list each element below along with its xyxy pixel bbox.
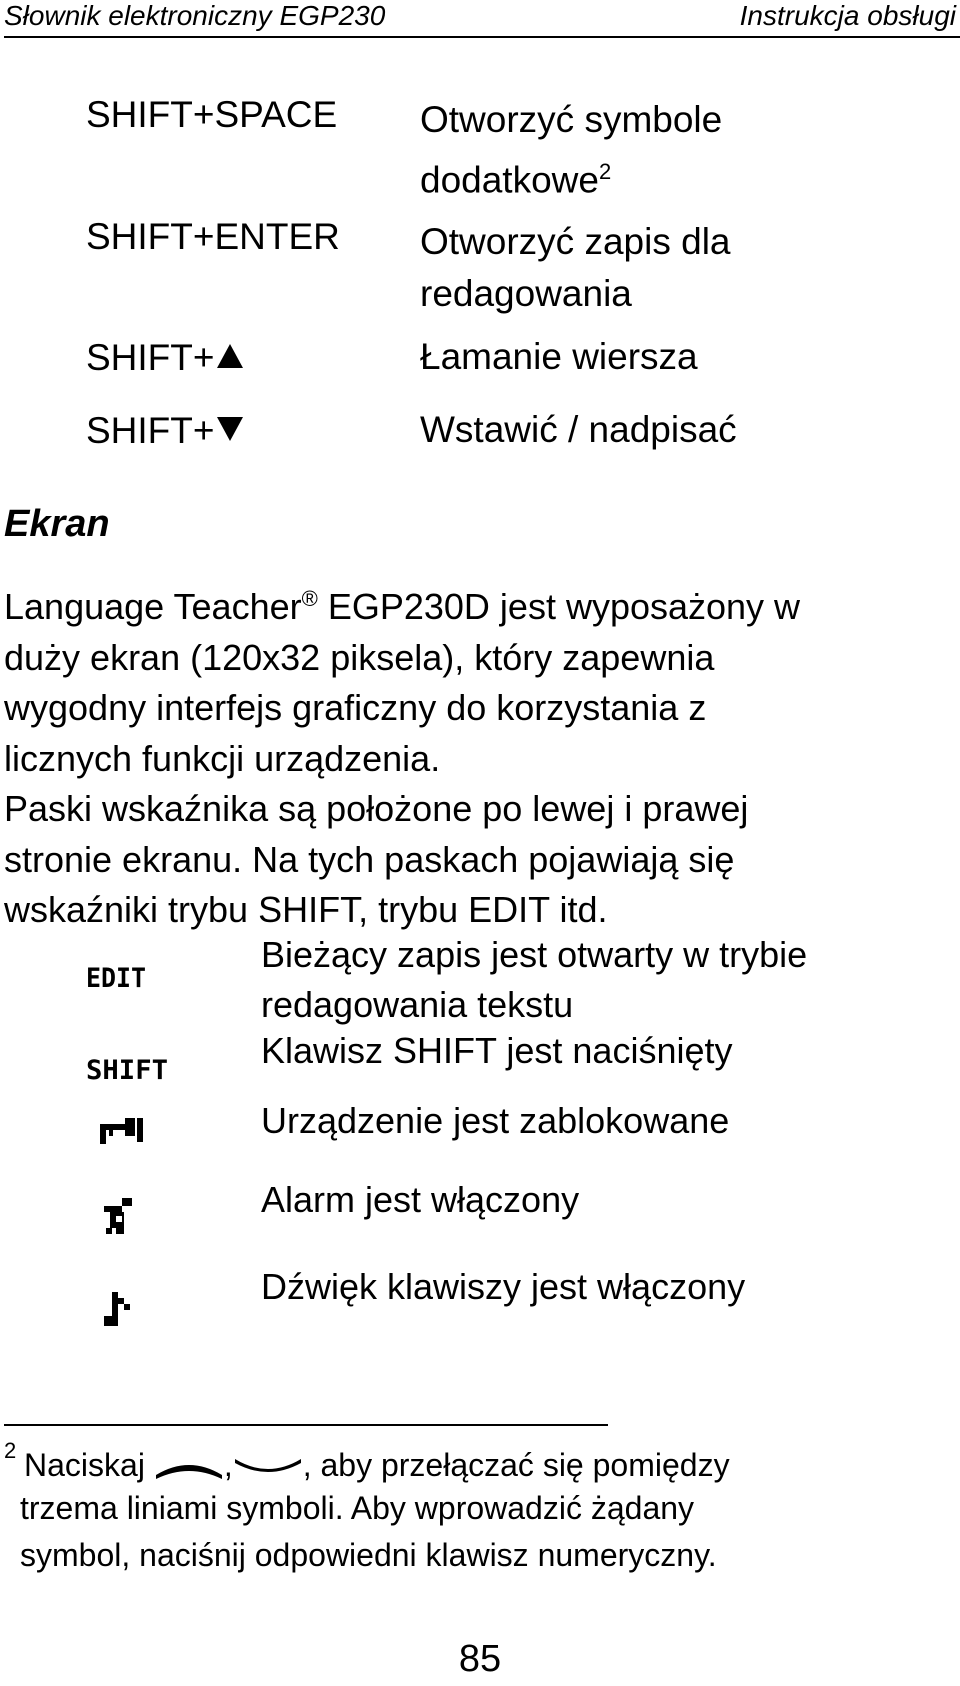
edit-indicator-text: EDIT [86, 963, 146, 990]
footnote-text: Naciskaj [24, 1447, 145, 1483]
para-line: stronie ekranu. Na tych paskach pojawiają się [4, 838, 735, 880]
shortcut-key-label: SHIFT+ [86, 337, 215, 378]
edit-indicator-icon [86, 962, 148, 990]
footnote-line: trzema liniami symboli. Aby wprowadzić żądany [20, 1490, 695, 1526]
shortcut-key-shift-up [86, 337, 243, 379]
footnote-line: symbol, naciśnij odpowiedni klawisz numeryczny. [20, 1537, 717, 1573]
shortcut-key-shift-space: SHIFT+SPACE [86, 94, 338, 135]
para-line: Language Teacher [4, 586, 302, 627]
shortcut-desc-line: Otworzyć zapis dla [420, 221, 731, 262]
para-line: wygodny interfejs graficzny do korzystania z [4, 687, 707, 728]
shift-indicator-text: SHIFT [86, 1055, 168, 1082]
para-line: wskaźniki trybu SHIFT, trybu EDIT itd. [4, 889, 608, 930]
down-arrow-icon [217, 417, 243, 441]
indicator-desc-alarm: Alarm jest włączony [261, 1179, 580, 1220]
footnote-line [24, 1447, 730, 1484]
shortcut-desc-shift-down: Wstawić / nadpisać [420, 409, 737, 450]
shift-indicator-icon [86, 1054, 170, 1082]
para-line: licznych funkcji urządzenia. [4, 737, 441, 779]
music-note-icon [86, 1290, 136, 1330]
header-title: Słownik elektroniczny EGP230 [4, 0, 386, 31]
footnote-mark: 2 [4, 1438, 17, 1463]
indicator-desc-lock: Urządzenie jest zablokowane [261, 1100, 730, 1141]
footnote-ref: 2 [598, 159, 612, 184]
page-up-key-icon [154, 1455, 224, 1481]
shortcut-desc-shift-space [420, 94, 940, 206]
shortcut-desc-line: dodatkowe [420, 159, 599, 201]
shortcut-key-label: SHIFT+ [86, 410, 215, 451]
para-line: Paski wskaźnika są położone po lewej i prawej [4, 788, 749, 829]
section-heading: Ekran [4, 503, 110, 545]
shortcut-desc-line: redagowania [420, 273, 632, 314]
screen-description [4, 574, 954, 936]
para-line: duży ekran (120x32 piksela), który zapewnia [4, 636, 715, 678]
header-rule [4, 36, 960, 38]
indicator-desc-edit [261, 930, 941, 1030]
page-down-key-icon [233, 1455, 303, 1481]
shortcut-desc-shift-up: Łamanie wiersza [420, 336, 698, 377]
indicator-desc-line: redagowania tekstu [261, 984, 574, 1025]
key-lock-icon [86, 1114, 156, 1146]
para-line: EGP230D jest wyposażony w [317, 586, 801, 627]
footnote-text: , aby przełączać się pomiędzy [302, 1447, 730, 1483]
shortcut-key-shift-down [86, 410, 243, 452]
shortcut-desc-line: Otworzyć symbole [420, 99, 723, 140]
shortcut-desc-shift-enter [420, 216, 940, 320]
footnote-rule [4, 1424, 608, 1426]
registered-mark: ® [301, 586, 318, 611]
header-subtitle: Instrukcja obsługi [739, 0, 956, 31]
up-arrow-icon [217, 344, 243, 368]
footnote-separator: , [223, 1447, 233, 1483]
alarm-bell-icon [86, 1196, 146, 1236]
page-number: 85 [458, 1638, 502, 1680]
indicator-desc-shift: Klawisz SHIFT jest naciśnięty [261, 1030, 733, 1071]
indicator-desc-line: Bieżący zapis jest otwarty w trybie [261, 934, 808, 975]
shortcut-key-shift-enter: SHIFT+ENTER [86, 216, 340, 257]
indicator-desc-sound: Dźwięk klawiszy jest włączony [261, 1266, 746, 1307]
